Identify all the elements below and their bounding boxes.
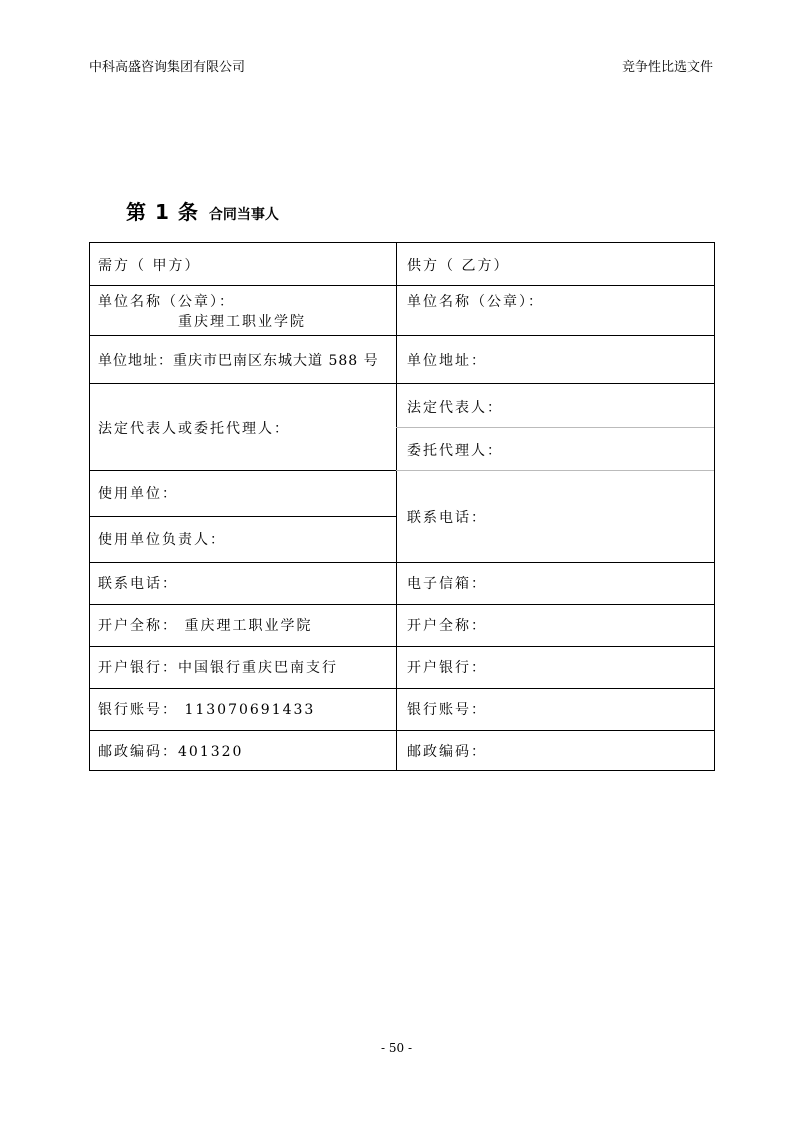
supplier-name-label: 单位名称（公章）： xyxy=(407,294,544,310)
parties-table xyxy=(89,242,715,771)
row-divider xyxy=(90,730,714,731)
row-divider xyxy=(396,470,714,471)
supplier-bank: 开户银行： xyxy=(407,660,487,676)
supplier-account-no: 银行账号： xyxy=(407,702,487,718)
supplier-account-name: 开户全称： xyxy=(407,618,487,634)
section-heading xyxy=(126,196,279,225)
supplier-phone: 联系电话： xyxy=(407,510,487,526)
row-divider xyxy=(90,470,396,471)
supplier-agent: 委托代理人： xyxy=(407,443,503,459)
row-divider xyxy=(90,335,714,336)
row-divider xyxy=(90,604,714,605)
supplier-legal-rep: 法定代表人： xyxy=(407,400,503,416)
user-unit-head: 使用单位负责人： xyxy=(98,532,226,548)
section-number: 第 1 条 xyxy=(126,200,199,224)
row-divider xyxy=(90,562,714,563)
row-divider xyxy=(396,427,714,428)
buyer-legal-rep: 法定代表人或委托代理人： xyxy=(98,421,290,437)
supplier-header: 供方（ 乙方） xyxy=(407,258,510,274)
buyer-bank: 开户银行：中国银行重庆巴南支行 xyxy=(98,660,338,676)
buyer-account-name: 开户全称： 重庆理工职业学院 xyxy=(98,618,313,634)
row-divider xyxy=(90,285,714,286)
row-divider xyxy=(90,688,714,689)
buyer-name-label: 单位名称（公章）： xyxy=(98,294,235,310)
buyer-name-value: 重庆理工职业学院 xyxy=(178,314,306,330)
buyer-postcode: 邮政编码：401320 xyxy=(98,744,244,760)
column-divider xyxy=(396,243,397,770)
row-divider xyxy=(90,383,714,384)
supplier-email: 电子信箱： xyxy=(407,576,487,592)
buyer-account-no: 银行账号： 113070691433 xyxy=(98,702,316,718)
row-divider xyxy=(90,516,396,517)
buyer-address: 单位地址：重庆市巴南区东城大道 588 号 xyxy=(98,353,379,369)
header-doc-type: 竞争性比选文件 xyxy=(621,60,713,75)
buyer-phone: 联系电话： xyxy=(98,576,178,592)
supplier-postcode: 邮政编码： xyxy=(407,744,487,760)
buyer-header: 需方（ 甲方） xyxy=(98,258,201,274)
page-number: - 50 - xyxy=(380,1041,412,1055)
supplier-address: 单位地址： xyxy=(407,353,487,369)
row-divider xyxy=(90,646,714,647)
section-title: 合同当事人 xyxy=(208,207,279,223)
user-unit: 使用单位： xyxy=(98,486,178,502)
header-company: 中科高盛咨询集团有限公司 xyxy=(89,60,246,75)
